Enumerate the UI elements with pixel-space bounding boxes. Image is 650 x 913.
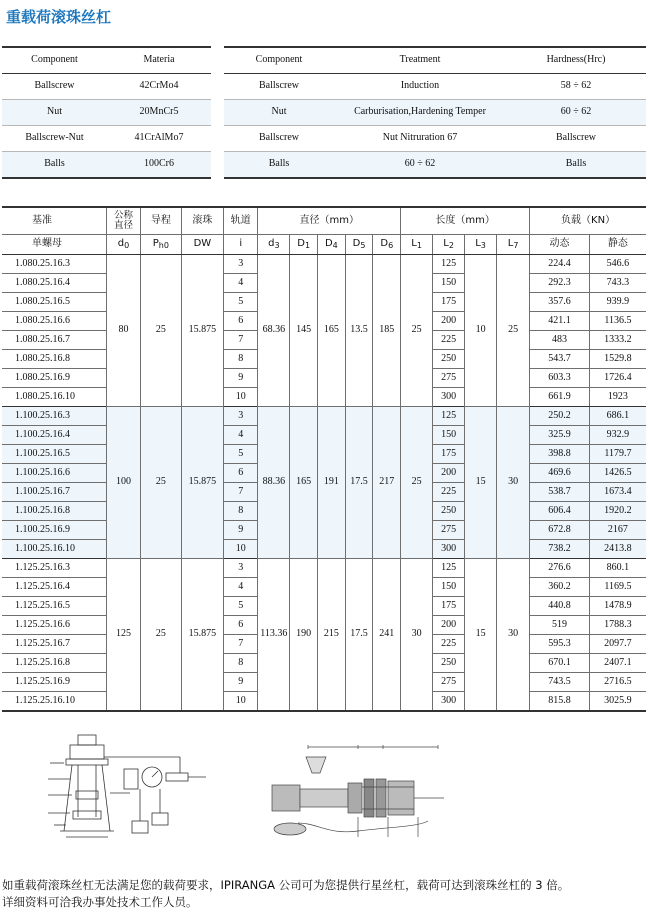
track-cell: 8: [224, 654, 258, 673]
D5-cell: 17.5: [345, 559, 373, 712]
L2-cell: 250: [433, 654, 465, 673]
treatment-cell: Nut Nitruration 67: [334, 126, 506, 152]
dw-cell: 15.875: [181, 407, 224, 559]
treatment-cell: Balls: [224, 152, 334, 179]
materials-header-component: Component: [2, 47, 107, 74]
L7-cell: 25: [497, 255, 530, 407]
static-load-cell: 1136.5: [589, 312, 646, 331]
static-load-cell: 1673.4: [589, 483, 646, 502]
header-d3: $d_3$: [258, 235, 290, 255]
model-code-cell: 1.125.25.16.9: [2, 673, 106, 692]
materials-cell: 41CrAlMo7: [107, 126, 211, 152]
d0-cell: 100: [106, 407, 140, 559]
dynamic-load-cell: 276.6: [530, 559, 590, 578]
model-code-cell: 1.100.25.16.8: [2, 502, 106, 521]
materials-cell: Ballscrew-Nut: [2, 126, 107, 152]
treatment-cell: 60 ÷ 62: [506, 100, 646, 126]
dynamic-load-cell: 661.9: [530, 388, 590, 407]
static-load-cell: 1788.3: [589, 616, 646, 635]
dynamic-load-cell: 606.4: [530, 502, 590, 521]
D6-cell: 185: [373, 255, 401, 407]
static-load-cell: 1426.5: [589, 464, 646, 483]
D6-cell: 217: [373, 407, 401, 559]
static-load-cell: 743.3: [589, 274, 646, 293]
track-cell: 4: [224, 274, 258, 293]
dynamic-load-cell: 292.3: [530, 274, 590, 293]
treatment-row: [224, 100, 646, 126]
model-code-cell: 1.125.25.16.5: [2, 597, 106, 616]
header-L7: $L_7$: [497, 235, 530, 255]
dynamic-load-cell: 738.2: [530, 540, 590, 559]
treatment-header-component: Component: [224, 47, 334, 74]
dynamic-load-cell: 325.9: [530, 426, 590, 445]
L2-cell: 250: [433, 502, 465, 521]
track-cell: 5: [224, 597, 258, 616]
header-diameter: 直径（mm）: [258, 207, 401, 235]
dynamic-load-cell: 519: [530, 616, 590, 635]
L2-cell: 175: [433, 597, 465, 616]
L2-cell: 300: [433, 540, 465, 559]
track-cell: 4: [224, 578, 258, 597]
ph0-cell: 25: [141, 407, 182, 559]
table-row: [2, 407, 646, 426]
materials-cell: Balls: [2, 152, 107, 179]
materials-cell: 42CrMo4: [107, 74, 211, 100]
L7-cell: 30: [497, 407, 530, 559]
dynamic-load-cell: 543.7: [530, 350, 590, 369]
static-load-cell: 1529.8: [589, 350, 646, 369]
static-load-cell: 2407.1: [589, 654, 646, 673]
model-code-cell: 1.080.25.16.9: [2, 369, 106, 388]
header-base: 基准: [2, 207, 106, 235]
static-load-cell: 1169.5: [589, 578, 646, 597]
static-load-cell: 546.6: [589, 255, 646, 274]
footer-line-2: 详细资料可洽我办事处技术工作人员。: [2, 895, 198, 909]
static-load-cell: 1333.2: [589, 331, 646, 350]
header-ph0: $P_{h0}$: [141, 235, 182, 255]
treatment-cell: 58 ÷ 62: [506, 74, 646, 100]
track-cell: 3: [224, 255, 258, 274]
header-D4: $D_4$: [318, 235, 346, 255]
track-cell: 10: [224, 540, 258, 559]
model-code-cell: 1.125.25.16.6: [2, 616, 106, 635]
model-code-cell: 1.100.25.16.10: [2, 540, 106, 559]
footer-note: [2, 877, 648, 911]
static-load-cell: 2167: [589, 521, 646, 540]
header-dw: DW: [181, 235, 224, 255]
model-code-cell: 1.080.25.16.7: [2, 331, 106, 350]
materials-cell: Ballscrew: [2, 74, 107, 100]
dw-cell: 15.875: [181, 255, 224, 407]
materials-row: [2, 126, 211, 152]
press-machine-drawing: [40, 733, 210, 843]
D1-cell: 190: [290, 559, 318, 712]
header-dynamic: 动态: [530, 235, 590, 255]
model-code-cell: 1.100.25.16.5: [2, 445, 106, 464]
D1-cell: 145: [290, 255, 318, 407]
header-D6: $D_6$: [373, 235, 401, 255]
dynamic-load-cell: 672.8: [530, 521, 590, 540]
D4-cell: 165: [318, 255, 346, 407]
spec-group: [2, 255, 646, 407]
treatment-cell: Nut: [224, 100, 334, 126]
table-row: [2, 255, 646, 274]
spec-group: [2, 407, 646, 559]
model-code-cell: 1.100.25.16.4: [2, 426, 106, 445]
materials-row: [2, 152, 211, 179]
model-code-cell: 1.125.25.16.8: [2, 654, 106, 673]
dw-cell: 15.875: [181, 559, 224, 712]
track-cell: 5: [224, 445, 258, 464]
dynamic-load-cell: 670.1: [530, 654, 590, 673]
dynamic-load-cell: 421.1: [530, 312, 590, 331]
track-cell: 6: [224, 464, 258, 483]
dynamic-load-cell: 250.2: [530, 407, 590, 426]
static-load-cell: 2716.5: [589, 673, 646, 692]
L2-cell: 125: [433, 255, 465, 274]
d0-cell: 80: [106, 255, 140, 407]
dynamic-load-cell: 398.8: [530, 445, 590, 464]
header-L3: $L_3$: [465, 235, 497, 255]
model-code-cell: 1.100.25.16.9: [2, 521, 106, 540]
treatment-cell: Ballscrew: [224, 126, 334, 152]
header-track: 轨道: [224, 207, 258, 235]
static-load-cell: 1726.4: [589, 369, 646, 388]
L2-cell: 125: [433, 407, 465, 426]
L2-cell: 175: [433, 293, 465, 312]
static-load-cell: 1920.2: [589, 502, 646, 521]
treatment-cell: Ballscrew: [224, 74, 334, 100]
ph0-cell: 25: [141, 255, 182, 407]
L2-cell: 275: [433, 673, 465, 692]
D5-cell: 13.5: [345, 255, 373, 407]
L1-cell: 25: [401, 255, 433, 407]
static-load-cell: 686.1: [589, 407, 646, 426]
materials-cell: Nut: [2, 100, 107, 126]
L2-cell: 225: [433, 331, 465, 350]
header-i: i: [224, 235, 258, 255]
header-D1: $D_1$: [290, 235, 318, 255]
L3-cell: 15: [465, 407, 497, 559]
track-cell: 8: [224, 350, 258, 369]
d3-cell: 68.36: [258, 255, 290, 407]
D4-cell: 191: [318, 407, 346, 559]
L3-cell: 10: [465, 255, 497, 407]
D6-cell: 241: [373, 559, 401, 712]
model-code-cell: 1.080.25.16.6: [2, 312, 106, 331]
ph0-cell: 25: [141, 559, 182, 712]
injection-molding-diagram: [268, 743, 448, 843]
L2-cell: 200: [433, 616, 465, 635]
d3-cell: 88.36: [258, 407, 290, 559]
header-L2: $L_2$: [433, 235, 465, 255]
d0-cell: 125: [106, 559, 140, 712]
d3-cell: 113.36: [258, 559, 290, 712]
static-load-cell: 939.9: [589, 293, 646, 312]
track-cell: 3: [224, 407, 258, 426]
header-static: 静态: [589, 235, 646, 255]
dynamic-load-cell: 538.7: [530, 483, 590, 502]
dynamic-load-cell: 224.4: [530, 255, 590, 274]
D5-cell: 17.5: [345, 407, 373, 559]
header-d0: $d_0$: [106, 235, 140, 255]
model-code-cell: 1.125.25.16.10: [2, 692, 106, 712]
spec-table: [2, 206, 646, 712]
static-load-cell: 932.9: [589, 426, 646, 445]
track-cell: 7: [224, 635, 258, 654]
L2-cell: 225: [433, 635, 465, 654]
model-code-cell: 1.125.25.16.7: [2, 635, 106, 654]
materials-cell: 20MnCr5: [107, 100, 211, 126]
materials-cell: 100Cr6: [107, 152, 211, 179]
model-code-cell: 1.100.25.16.6: [2, 464, 106, 483]
L2-cell: 300: [433, 388, 465, 407]
table-row: [2, 559, 646, 578]
materials-row: [2, 74, 211, 100]
model-code-cell: 1.125.25.16.4: [2, 578, 106, 597]
L2-cell: 200: [433, 464, 465, 483]
track-cell: 6: [224, 616, 258, 635]
header-load: 负载（KN）: [530, 207, 646, 235]
treatment-cell: Induction: [334, 74, 506, 100]
treatment-header-hardness: Hardness(Hrc): [506, 47, 646, 74]
L2-cell: 275: [433, 369, 465, 388]
track-cell: 6: [224, 312, 258, 331]
L2-cell: 275: [433, 521, 465, 540]
header-length: 长度（mm）: [401, 207, 530, 235]
L2-cell: 225: [433, 483, 465, 502]
L3-cell: 15: [465, 559, 497, 712]
dynamic-load-cell: 483: [530, 331, 590, 350]
D1-cell: 165: [290, 407, 318, 559]
L2-cell: 250: [433, 350, 465, 369]
L2-cell: 200: [433, 312, 465, 331]
header-L1: $L_1$: [401, 235, 433, 255]
dynamic-load-cell: 603.3: [530, 369, 590, 388]
model-code-cell: 1.080.25.16.10: [2, 388, 106, 407]
static-load-cell: 3025.9: [589, 692, 646, 712]
L2-cell: 150: [433, 274, 465, 293]
treatment-cell: Ballscrew: [506, 126, 646, 152]
treatment-cell: 60 ÷ 62: [334, 152, 506, 179]
dynamic-load-cell: 469.6: [530, 464, 590, 483]
header-ball: 滚珠: [181, 207, 224, 235]
dynamic-load-cell: 743.5: [530, 673, 590, 692]
static-load-cell: 2413.8: [589, 540, 646, 559]
model-code-cell: 1.100.25.16.3: [2, 407, 106, 426]
model-code-cell: 1.125.25.16.3: [2, 559, 106, 578]
header-single-nut: 单螺母: [2, 235, 106, 255]
track-cell: 5: [224, 293, 258, 312]
footer-line-1: 如重载荷滚珠丝杠无法满足您的载荷要求，IPIRANGA 公司可为您提供行星丝杠，载荷可达到滚珠丝杠的 3 倍。: [2, 878, 570, 892]
model-code-cell: 1.100.25.16.7: [2, 483, 106, 502]
header-nominal-diameter: 公称 直径: [106, 207, 140, 235]
static-load-cell: 1478.9: [589, 597, 646, 616]
model-code-cell: 1.080.25.16.3: [2, 255, 106, 274]
model-code-cell: 1.080.25.16.8: [2, 350, 106, 369]
track-cell: 9: [224, 673, 258, 692]
dynamic-load-cell: 440.8: [530, 597, 590, 616]
treatment-row: [224, 74, 646, 100]
static-load-cell: 1179.7: [589, 445, 646, 464]
track-cell: 10: [224, 692, 258, 712]
L2-cell: 125: [433, 559, 465, 578]
materials-table: [2, 46, 211, 179]
treatment-row: [224, 126, 646, 152]
D4-cell: 215: [318, 559, 346, 712]
header-D5: $D_5$: [345, 235, 373, 255]
dynamic-load-cell: 357.6: [530, 293, 590, 312]
treatment-cell: Balls: [506, 152, 646, 179]
track-cell: 3: [224, 559, 258, 578]
L1-cell: 25: [401, 407, 433, 559]
header-lead: 导程: [141, 207, 182, 235]
treatment-header-treatment: Treatment: [334, 47, 506, 74]
spec-group: [2, 559, 646, 712]
page-title: 重载荷滚珠丝杠: [6, 8, 112, 26]
materials-row: [2, 100, 211, 126]
materials-header-material: Materia: [107, 47, 211, 74]
L2-cell: 175: [433, 445, 465, 464]
track-cell: 7: [224, 483, 258, 502]
track-cell: 10: [224, 388, 258, 407]
dynamic-load-cell: 815.8: [530, 692, 590, 712]
L1-cell: 30: [401, 559, 433, 712]
dynamic-load-cell: 360.2: [530, 578, 590, 597]
treatment-cell: Carburisation,Hardening Temper: [334, 100, 506, 126]
static-load-cell: 860.1: [589, 559, 646, 578]
track-cell: 8: [224, 502, 258, 521]
track-cell: 9: [224, 521, 258, 540]
L2-cell: 150: [433, 426, 465, 445]
model-code-cell: 1.080.25.16.5: [2, 293, 106, 312]
L7-cell: 30: [497, 559, 530, 712]
static-load-cell: 2097.7: [589, 635, 646, 654]
track-cell: 7: [224, 331, 258, 350]
treatment-table: [224, 46, 646, 179]
track-cell: 4: [224, 426, 258, 445]
model-code-cell: 1.080.25.16.4: [2, 274, 106, 293]
treatment-row: [224, 152, 646, 179]
static-load-cell: 1923: [589, 388, 646, 407]
L2-cell: 300: [433, 692, 465, 712]
dynamic-load-cell: 595.3: [530, 635, 590, 654]
L2-cell: 150: [433, 578, 465, 597]
track-cell: 9: [224, 369, 258, 388]
